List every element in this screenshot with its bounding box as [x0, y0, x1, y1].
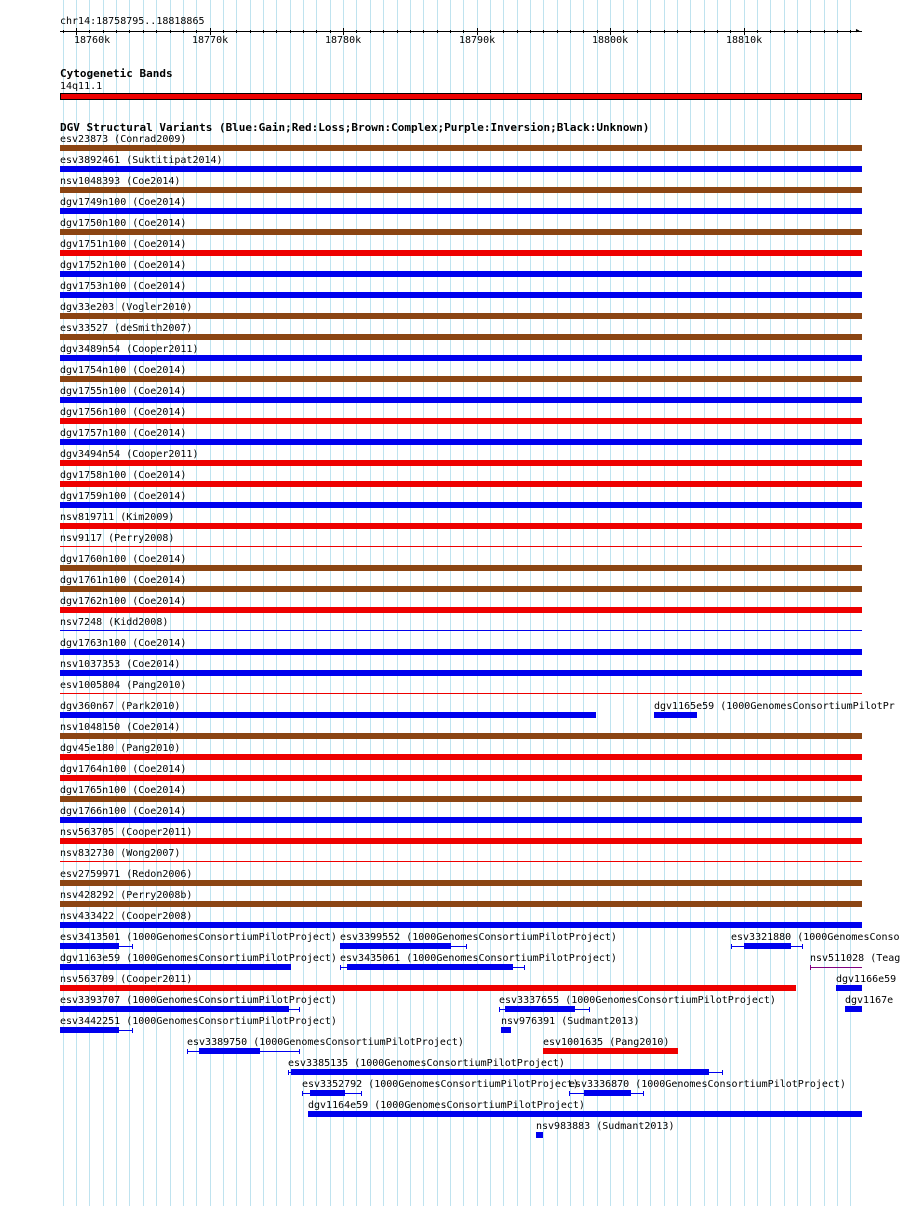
ruler-minor-tick	[450, 30, 451, 33]
variant-label: esv3442251 (1000GenomesConsortiumPilotProject)	[60, 1016, 337, 1027]
variant-label: nsv428292 (Perry2008b)	[60, 890, 193, 901]
variant-label: esv3393707 (1000GenomesConsortiumPilotProject)	[60, 995, 337, 1006]
ruler-minor-tick	[397, 30, 398, 33]
grid-line	[397, 0, 398, 1206]
grid-line	[797, 0, 798, 1206]
ruler-minor-tick	[690, 30, 691, 33]
variant-label: esv3321880 (1000GenomesConso	[731, 932, 900, 943]
variant-label: esv1001635 (Pang2010)	[543, 1037, 670, 1048]
variant-label: dgv1750n100 (Coe2014)	[60, 218, 187, 229]
ruler-major-tick	[610, 28, 611, 35]
grid-line	[450, 0, 451, 1206]
ruler-minor-tick	[316, 30, 317, 33]
variant-label: nsv433422 (Cooper2008)	[60, 911, 193, 922]
variant-label: dgv1760n100 (Coe2014)	[60, 554, 187, 565]
ruler-minor-tick	[370, 30, 371, 33]
row-divider	[59, 406, 862, 407]
variant-bar[interactable]	[60, 985, 796, 991]
ruler-minor-tick	[570, 30, 571, 33]
variant-bar[interactable]	[836, 985, 862, 991]
ruler-minor-tick	[503, 30, 504, 33]
variant-bar[interactable]	[505, 1006, 575, 1012]
row-divider	[59, 511, 862, 512]
variant-bar[interactable]	[199, 1048, 260, 1054]
variant-label: esv3336870 (1000GenomesConsortiumPilotProject)	[569, 1079, 846, 1090]
variant-bar[interactable]	[60, 502, 862, 508]
ruler-minor-tick	[463, 30, 464, 33]
row-divider	[59, 658, 862, 659]
variant-label: dgv1762n100 (Coe2014)	[60, 596, 187, 607]
row-divider	[59, 679, 862, 680]
variant-bar[interactable]	[340, 943, 451, 949]
variant-whisker-tick	[589, 1007, 590, 1012]
ruler-minor-tick	[116, 30, 117, 33]
ruler-minor-tick	[810, 30, 811, 33]
grid-line	[370, 0, 371, 1206]
ruler-tick-label: 18770k	[192, 35, 229, 46]
variant-whisker-tick	[340, 965, 341, 970]
variant-bar[interactable]	[60, 775, 862, 781]
variant-bar[interactable]	[60, 460, 862, 466]
cytoband-label: 14q11.1	[60, 81, 103, 92]
variant-label: dgv1163e59 (1000GenomesConsortiumPilotProject)	[60, 953, 337, 964]
variant-bar[interactable]	[60, 439, 862, 445]
variant-label: dgv360n67 (Park2010)	[60, 701, 181, 712]
variant-bar[interactable]	[60, 964, 291, 970]
variant-label: dgv1763n100 (Coe2014)	[60, 638, 187, 649]
ruler-minor-tick	[170, 30, 171, 33]
ruler-minor-tick	[583, 30, 584, 33]
row-divider	[59, 742, 862, 743]
variant-bar[interactable]	[60, 586, 862, 592]
variant-label: nsv563709 (Cooper2011)	[60, 974, 193, 985]
ruler-minor-tick	[730, 30, 731, 33]
ruler-minor-tick	[850, 30, 851, 33]
ruler-tick-label: 18760k	[74, 35, 111, 46]
variant-whisker-tick	[569, 1091, 570, 1096]
row-divider	[59, 301, 862, 302]
variant-label: dgv1753n100 (Coe2014)	[60, 281, 187, 292]
variant-label: esv33527 (deSmith2007)	[60, 323, 193, 334]
row-divider	[59, 427, 862, 428]
ruler-minor-tick	[490, 30, 491, 33]
variant-bar[interactable]	[60, 670, 862, 676]
variant-bar[interactable]	[845, 1006, 862, 1012]
row-divider	[59, 553, 862, 554]
grid-line	[383, 0, 384, 1206]
grid-line	[664, 0, 665, 1206]
variant-whisker-tick	[731, 944, 732, 949]
grid-line	[650, 0, 651, 1206]
row-divider	[59, 574, 862, 575]
row-divider	[59, 826, 862, 827]
variant-label: dgv1165e59 (1000GenomesConsortiumPilotPr	[654, 701, 895, 712]
variant-bar[interactable]	[60, 922, 862, 928]
ruler-minor-tick	[423, 30, 424, 33]
row-divider	[59, 259, 862, 260]
variant-label: esv3352792 (1000GenomesConsortiumPilotProject)	[302, 1079, 579, 1090]
variant-label: esv3389750 (1000GenomesConsortiumPilotProject)	[187, 1037, 464, 1048]
ruler-minor-tick	[236, 30, 237, 33]
variant-bar[interactable]	[310, 1090, 345, 1096]
grid-line	[423, 0, 424, 1206]
variant-bar[interactable]	[60, 838, 862, 844]
variant-bar[interactable]	[60, 523, 862, 529]
variant-bar[interactable]	[60, 943, 119, 949]
variant-bar[interactable]	[60, 861, 862, 862]
variant-label: dgv45e180 (Pang2010)	[60, 743, 181, 754]
grid-line	[770, 0, 771, 1206]
grid-line	[730, 0, 731, 1206]
variant-label: esv1005804 (Pang2010)	[60, 680, 187, 691]
variant-label: esv2759971 (Redon2006)	[60, 869, 193, 880]
ruler-major-tick	[744, 28, 745, 35]
variant-bar[interactable]	[60, 145, 862, 151]
ruler-major-tick	[210, 28, 211, 35]
variant-label: esv3337655 (1000GenomesConsortiumPilotProject)	[499, 995, 776, 1006]
scale-ruler	[60, 31, 862, 32]
variant-bar[interactable]	[654, 712, 697, 718]
ruler-minor-tick	[330, 30, 331, 33]
variant-bar[interactable]	[60, 250, 862, 256]
row-divider	[59, 721, 862, 722]
grid-line	[757, 0, 758, 1206]
variant-whisker-tick	[132, 944, 133, 949]
variant-label: esv23873 (Conrad2009)	[60, 134, 187, 145]
variant-whisker-tick	[722, 1070, 723, 1075]
ruler-minor-tick	[837, 30, 838, 33]
variant-label: dgv3494n54 (Cooper2011)	[60, 449, 199, 460]
variant-bar[interactable]	[60, 733, 862, 739]
grid-line	[437, 0, 438, 1206]
ruler-minor-tick	[650, 30, 651, 33]
variant-bar[interactable]	[60, 901, 862, 907]
ruler-tick-label: 18800k	[592, 35, 629, 46]
variant-whisker-tick	[524, 965, 525, 970]
ruler-minor-tick	[303, 30, 304, 33]
variant-whisker-tick	[361, 1091, 362, 1096]
cytoband-track-title: Cytogenetic Bands	[60, 67, 173, 80]
variant-label: dgv1166e59	[836, 974, 897, 985]
variant-label: dgv1167e	[845, 995, 894, 1006]
variant-bar[interactable]	[347, 964, 513, 970]
row-divider	[59, 532, 862, 533]
variant-bar[interactable]	[60, 208, 862, 214]
grid-line	[810, 0, 811, 1206]
row-divider	[59, 847, 862, 848]
variant-bar[interactable]	[308, 1111, 862, 1117]
variant-label: nsv1037353 (Coe2014)	[60, 659, 181, 670]
variant-whisker-tick	[643, 1091, 644, 1096]
row-divider	[59, 154, 862, 155]
ruler-tick-label: 18780k	[325, 35, 362, 46]
ruler-minor-tick	[517, 30, 518, 33]
ruler-minor-tick	[183, 30, 184, 33]
variant-bar[interactable]	[60, 187, 862, 193]
ruler-minor-tick	[770, 30, 771, 33]
variant-bar[interactable]	[60, 630, 862, 631]
variant-whisker-tick	[132, 1028, 133, 1033]
row-divider	[59, 280, 862, 281]
variant-label: dgv1755n100 (Coe2014)	[60, 386, 187, 397]
grid-line	[704, 0, 705, 1206]
ruler-minor-tick	[290, 30, 291, 33]
variant-label: dgv1764n100 (Coe2014)	[60, 764, 187, 775]
variant-label: esv3385135 (1000GenomesConsortiumPilotProject)	[288, 1058, 565, 1069]
ruler-minor-tick	[717, 30, 718, 33]
variant-whisker-tick	[288, 1070, 289, 1075]
variant-label: dgv1758n100 (Coe2014)	[60, 470, 187, 481]
row-divider	[59, 448, 862, 449]
variant-whisker-tick	[466, 944, 467, 949]
variant-bar[interactable]	[810, 967, 862, 968]
ruler-major-tick	[477, 28, 478, 35]
variant-label: nsv7248 (Kidd2008)	[60, 617, 169, 628]
variant-label: nsv983883 (Sudmant2013)	[536, 1121, 675, 1132]
ruler-minor-tick	[797, 30, 798, 33]
grid-line	[744, 0, 745, 1206]
grid-line	[343, 0, 344, 1206]
row-divider	[59, 385, 862, 386]
row-divider	[59, 217, 862, 218]
variant-bar[interactable]	[60, 376, 862, 382]
ruler-minor-tick	[196, 30, 197, 33]
variant-bar[interactable]	[60, 397, 862, 403]
ruler-major-tick	[76, 28, 77, 35]
ruler-minor-tick	[156, 30, 157, 33]
row-divider	[59, 637, 862, 638]
row-divider	[59, 910, 862, 911]
row-divider	[59, 490, 862, 491]
variant-label: dgv1756n100 (Coe2014)	[60, 407, 187, 418]
ruler-minor-tick	[677, 30, 678, 33]
ruler-tick-label: 18790k	[459, 35, 496, 46]
variant-bar[interactable]	[60, 1006, 289, 1012]
variant-bar[interactable]	[60, 712, 596, 718]
variant-label: nsv819711 (Kim2009)	[60, 512, 175, 523]
row-divider	[59, 784, 862, 785]
variant-bar[interactable]	[60, 355, 862, 361]
variant-label: dgv1765n100 (Coe2014)	[60, 785, 187, 796]
ruler-minor-tick	[63, 30, 64, 33]
grid-line	[410, 0, 411, 1206]
ruler-minor-tick	[263, 30, 264, 33]
grid-line	[463, 0, 464, 1206]
variant-label: dgv1761n100 (Coe2014)	[60, 575, 187, 586]
row-divider	[59, 196, 862, 197]
variant-bar[interactable]	[60, 693, 862, 694]
ruler-minor-tick	[250, 30, 251, 33]
variant-label: esv3892461 (Suktitipat2014)	[60, 155, 223, 166]
row-divider	[59, 763, 862, 764]
variant-label: esv3435061 (1000GenomesConsortiumPilotProject)	[340, 953, 617, 964]
ruler-minor-tick	[543, 30, 544, 33]
variant-label: dgv1754n100 (Coe2014)	[60, 365, 187, 376]
grid-line	[837, 0, 838, 1206]
variant-bar[interactable]	[536, 1132, 543, 1138]
variant-bar[interactable]	[60, 607, 862, 613]
ruler-minor-tick	[129, 30, 130, 33]
row-divider	[59, 322, 862, 323]
row-divider	[59, 616, 862, 617]
row-divider	[59, 364, 862, 365]
grid-line	[477, 0, 478, 1206]
ruler-arrow-icon: ▸	[855, 26, 861, 36]
ruler-minor-tick	[784, 30, 785, 33]
variant-bar[interactable]	[60, 880, 862, 886]
ruler-minor-tick	[623, 30, 624, 33]
row-divider	[59, 595, 862, 596]
grid-line	[690, 0, 691, 1206]
grid-line	[824, 0, 825, 1206]
variant-bar[interactable]	[543, 1048, 678, 1054]
dgv-track-title: DGV Structural Variants (Blue:Gain;Red:Loss;Brown:Complex;Purple:Inversion;Black:Unknown)	[60, 121, 650, 134]
ruler-minor-tick	[276, 30, 277, 33]
ruler-major-tick	[343, 28, 344, 35]
row-divider	[59, 868, 862, 869]
ruler-minor-tick	[383, 30, 384, 33]
row-divider	[59, 700, 862, 701]
cytoband-bar[interactable]	[60, 93, 862, 100]
ruler-minor-tick	[530, 30, 531, 33]
grid-line	[490, 0, 491, 1206]
variant-label: dgv1757n100 (Coe2014)	[60, 428, 187, 439]
grid-line	[784, 0, 785, 1206]
variant-whisker-tick	[299, 1007, 300, 1012]
ruler-minor-tick	[757, 30, 758, 33]
variant-label: dgv1749n100 (Coe2014)	[60, 197, 187, 208]
variant-bar[interactable]	[60, 754, 862, 760]
grid-line	[677, 0, 678, 1206]
variant-bar[interactable]	[60, 546, 862, 547]
row-divider	[59, 469, 862, 470]
variant-label: nsv1048393 (Coe2014)	[60, 176, 181, 187]
variant-label: esv3399552 (1000GenomesConsortiumPilotProject)	[340, 932, 617, 943]
ruler-minor-tick	[223, 30, 224, 33]
ruler-minor-tick	[410, 30, 411, 33]
variant-label: nsv832730 (Wong2007)	[60, 848, 181, 859]
variant-bar[interactable]	[60, 481, 862, 487]
variant-bar[interactable]	[584, 1090, 631, 1096]
variant-bar[interactable]	[60, 166, 862, 172]
ruler-minor-tick	[704, 30, 705, 33]
variant-label: dgv1766n100 (Coe2014)	[60, 806, 187, 817]
ruler-tick-label: 18810k	[726, 35, 763, 46]
variant-label: nsv511028 (Teag	[810, 953, 900, 964]
row-divider	[59, 343, 862, 344]
variant-label: esv3413501 (1000GenomesConsortiumPilotProject)	[60, 932, 337, 943]
row-divider	[59, 805, 862, 806]
variant-bar[interactable]	[60, 292, 862, 298]
variant-whisker-tick	[499, 1007, 500, 1012]
variant-label: dgv1759n100 (Coe2014)	[60, 491, 187, 502]
variant-label: dgv1164e59 (1000GenomesConsortiumPilotProject)	[308, 1100, 585, 1111]
variant-bar[interactable]	[60, 817, 862, 823]
ruler-minor-tick	[356, 30, 357, 33]
variant-bar[interactable]	[60, 418, 862, 424]
variant-bar[interactable]	[60, 271, 862, 277]
variant-whisker-tick	[299, 1049, 300, 1054]
ruler-minor-tick	[437, 30, 438, 33]
variant-label: nsv976391 (Sudmant2013)	[501, 1016, 640, 1027]
ruler-minor-tick	[664, 30, 665, 33]
variant-bar[interactable]	[60, 313, 862, 319]
variant-label: nsv563705 (Cooper2011)	[60, 827, 193, 838]
ruler-minor-tick	[597, 30, 598, 33]
variant-bar[interactable]	[60, 796, 862, 802]
variant-bar[interactable]	[60, 565, 862, 571]
variant-label: nsv1048150 (Coe2014)	[60, 722, 181, 733]
location-label: chr14:18758795..18818865	[60, 16, 205, 27]
variant-bar[interactable]	[744, 943, 791, 949]
ruler-minor-tick	[824, 30, 825, 33]
ruler-minor-tick	[103, 30, 104, 33]
grid-line	[850, 0, 851, 1206]
row-divider	[59, 238, 862, 239]
ruler-minor-tick	[637, 30, 638, 33]
variant-label: nsv9117 (Perry2008)	[60, 533, 175, 544]
variant-bar[interactable]	[60, 1027, 119, 1033]
grid-line	[356, 0, 357, 1206]
variant-whisker-tick	[802, 944, 803, 949]
grid-line	[717, 0, 718, 1206]
variant-bar[interactable]	[501, 1027, 511, 1033]
ruler-minor-tick	[89, 30, 90, 33]
row-divider	[59, 175, 862, 176]
variant-bar[interactable]	[60, 649, 862, 655]
variant-whisker-tick	[810, 965, 811, 970]
variant-label: dgv33e203 (Vogler2010)	[60, 302, 193, 313]
ruler-minor-tick	[557, 30, 558, 33]
variant-bar[interactable]	[291, 1069, 709, 1075]
variant-label: dgv1752n100 (Coe2014)	[60, 260, 187, 271]
ruler-minor-tick	[143, 30, 144, 33]
variant-label: dgv1751n100 (Coe2014)	[60, 239, 187, 250]
row-divider	[59, 889, 862, 890]
row-divider	[59, 931, 862, 932]
variant-whisker-tick	[302, 1091, 303, 1096]
variant-label: dgv3489n54 (Cooper2011)	[60, 344, 199, 355]
variant-bar[interactable]	[60, 229, 862, 235]
variant-bar[interactable]	[60, 334, 862, 340]
variant-whisker-tick	[187, 1049, 188, 1054]
